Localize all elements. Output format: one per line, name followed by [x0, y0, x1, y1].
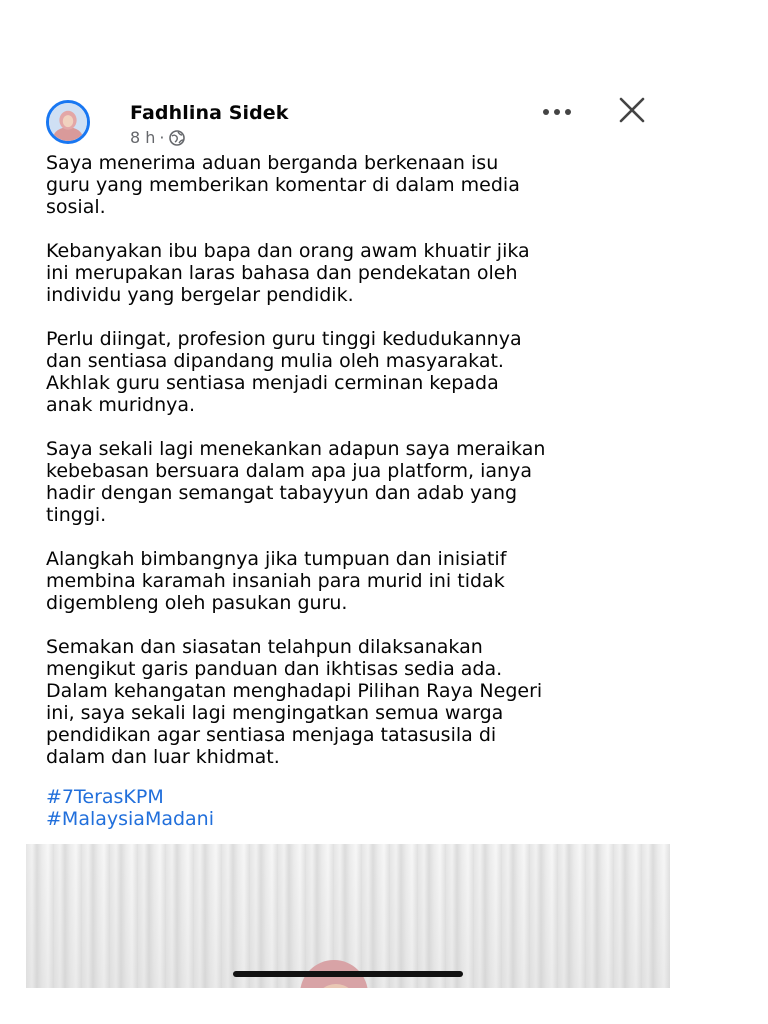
- globe-icon: [169, 130, 185, 146]
- author-name[interactable]: Fadhlina Sidek: [130, 102, 289, 124]
- post-paragraph: Saya sekali lagi menekankan adapun saya meraikan kebebasan bersuara dalam apa jua platform, ianya hadir dengan semangat tabayyun dan adab yang tinggi.: [46, 438, 546, 526]
- post-paragraph: Semakan dan siasatan telahpun dilaksanakan mengikut garis panduan dan ikhtisas sedia ada. Dalam kehangatan menghadapi Pilihan Raya Negeri ini, saya sekali lagi mengingatkan semua warga pendidikan agar sentiasa menjaga tatasusila di dalam dan luar khidmat.: [46, 636, 543, 768]
- hashtag-list: [46, 786, 214, 830]
- post-paragraph: Kebanyakan ibu bapa dan orang awam khuatir jika ini merupakan laras bahasa dan pendekatan oleh individu yang bergelar pendidik.: [46, 240, 530, 306]
- home-indicator[interactable]: [233, 971, 463, 977]
- hashtag-link[interactable]: #7TerasKPM: [46, 786, 164, 808]
- post-paragraph: Perlu diingat, profesion guru tinggi kedudukannya dan sentiasa dipandang mulia oleh masyarakat. Akhlak guru sentiasa menjadi cerminan kepada anak muridnya.: [46, 328, 522, 416]
- avatar[interactable]: [46, 100, 90, 144]
- more-options-button[interactable]: [540, 100, 574, 124]
- more-horizontal-icon: [542, 108, 572, 116]
- close-icon: [619, 97, 645, 123]
- post-time[interactable]: 8 h: [130, 128, 156, 147]
- post-body: [46, 152, 686, 790]
- close-button[interactable]: [618, 96, 646, 124]
- post-paragraph: Alangkah bimbangnya jika tumpuan dan inisiatif membina karamah insaniah para murid ini tidak digembleng oleh pasukan guru.: [46, 548, 507, 614]
- post-header: [46, 100, 666, 148]
- avatar-image: [49, 103, 87, 141]
- post-meta: [130, 128, 185, 147]
- post-paragraph: Saya menerima aduan berganda berkenaan isu guru yang memberikan komentar di dalam media sosial.: [46, 152, 520, 218]
- post-photo[interactable]: [26, 844, 670, 988]
- hashtag-link[interactable]: #MalaysiaMadani: [46, 808, 215, 830]
- meta-separator: ·: [159, 128, 165, 147]
- photo-person: [276, 944, 416, 988]
